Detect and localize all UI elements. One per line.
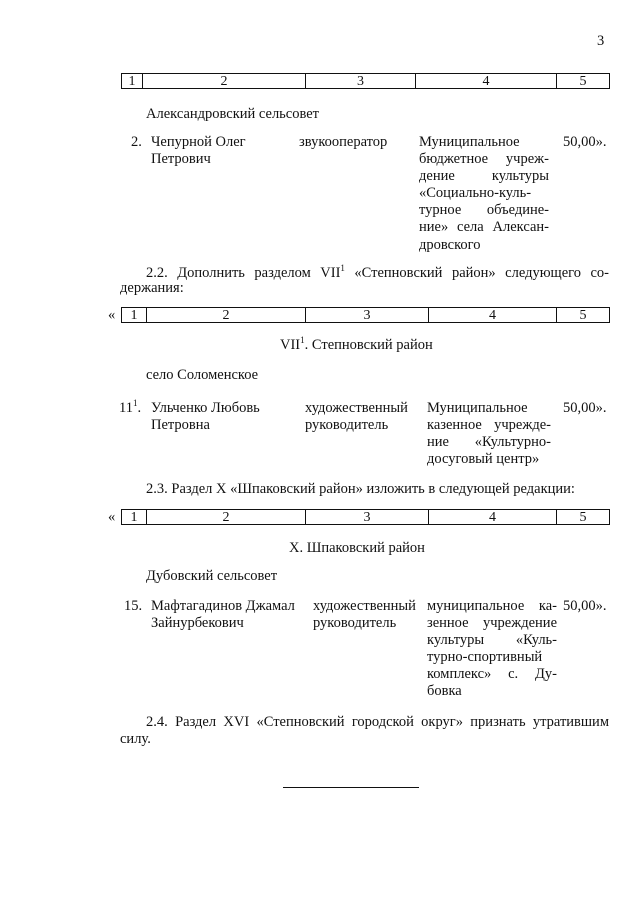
column-number-4: 4 (415, 74, 556, 88)
heading-text: . Степновский район (304, 337, 433, 353)
org-line: Муниципальное (419, 134, 520, 150)
org-line: ние» села Алексан- (419, 219, 549, 236)
column-number-1: 1 (130, 308, 138, 323)
superscript: 1 (132, 398, 138, 408)
entry-number-text: 11 (119, 400, 133, 416)
name-line: Ульченко Любовь (151, 400, 260, 416)
heading-text: VII (280, 337, 301, 353)
column-number-5: 5 (556, 74, 609, 88)
name-line: Мафтагадинов Джамал (151, 598, 295, 614)
superscript: 1 (340, 263, 345, 273)
section-heading (280, 337, 433, 354)
paragraph-text: «Степновский район» следующего со- (344, 265, 609, 281)
entry-name (151, 598, 295, 632)
org-line: муниципальное ка- (427, 598, 557, 614)
paragraph-2-2-line1 (146, 265, 609, 282)
entry-number: 2. (131, 134, 142, 150)
settlement-title: село Соломенское (146, 367, 259, 383)
column-number-3: 3 (305, 510, 428, 524)
column-number-5: 5 (556, 308, 609, 322)
org-line: дровского (419, 236, 481, 253)
position-line: художественный (313, 598, 416, 614)
entry-number (119, 400, 141, 417)
paragraph-2-2-line2: держания: (120, 280, 184, 296)
entry-amount: 50,00». (563, 598, 607, 614)
entry-position (305, 400, 408, 434)
column-number-2: 2 (146, 510, 305, 524)
entry-position (313, 598, 416, 632)
column-number-3: 3 (305, 308, 428, 322)
column-numbers-table (121, 509, 610, 525)
paragraph-2-3: 2.3. Раздел X «Шпаковский район» изложить в следующей редакции: (146, 481, 575, 497)
org-line: турное объедине- (419, 202, 549, 219)
org-line: турно-спортивный (427, 649, 543, 666)
entry-organization (427, 400, 551, 468)
paragraph-2-4-line2: силу. (120, 731, 151, 747)
entry-organization (419, 134, 549, 254)
entry-name (151, 400, 260, 434)
position-line: руководитель (313, 615, 397, 631)
org-line: ние «Культурно- (427, 434, 551, 451)
entry-number: 15. (124, 598, 143, 614)
column-number-3: 3 (305, 74, 415, 88)
org-line: бюджетное учреж- (419, 151, 549, 168)
page-number: 3 (597, 33, 605, 49)
paragraph-2-4 (146, 714, 609, 731)
org-line: досуговый центр» (427, 451, 540, 468)
column-number-1: 1 (128, 74, 136, 89)
section-heading: X. Шпаковский район (289, 540, 425, 556)
entry-position: звукооператор (299, 134, 388, 150)
column-number-1: 1 (130, 510, 138, 525)
entry-amount: 50,00». (563, 400, 607, 416)
entry-name (151, 134, 246, 168)
column-number-4: 4 (428, 308, 556, 322)
settlement-title: Дубовский сельсовет (146, 568, 278, 584)
column-numbers-table (121, 73, 610, 89)
column-number-4: 4 (428, 510, 556, 524)
position-line: художественный (305, 400, 408, 416)
column-number-5: 5 (556, 510, 609, 524)
org-line: зенное учреждение (427, 615, 557, 632)
column-number-2: 2 (146, 308, 305, 322)
org-line: культуры «Куль- (427, 632, 557, 649)
org-line: дение культуры (419, 168, 549, 185)
paragraph-2-4-line1: 2.4. Раздел XVI «Степновский городской округ» признать утратившим (146, 714, 609, 730)
entry-organization (427, 598, 557, 701)
closing-rule (283, 787, 419, 788)
column-numbers-table (121, 307, 610, 323)
settlement-title: Александровский сельсовет (146, 106, 320, 122)
org-line: казенное учрежде- (427, 417, 551, 434)
entry-number-text: . (137, 400, 142, 416)
name-line: Петровна (151, 417, 210, 433)
org-line: «Социально-куль- (419, 185, 532, 202)
org-line: Муниципальное (427, 400, 528, 416)
opening-quote: « (108, 307, 116, 323)
name-line: Чепурной Олег (151, 134, 246, 150)
opening-quote: « (108, 509, 116, 525)
column-number-2: 2 (142, 74, 305, 88)
entry-amount: 50,00». (563, 134, 607, 150)
paragraph-2-2 (146, 265, 609, 282)
superscript: 1 (300, 335, 305, 345)
name-line: Зайнурбекович (151, 615, 244, 631)
org-line: бовка (427, 683, 462, 700)
org-line: комплекс» с. Ду- (427, 666, 557, 683)
paragraph-text: 2.2. Дополнить разделом VII (146, 265, 341, 281)
position-line: руководитель (305, 417, 389, 433)
name-line: Петрович (151, 151, 211, 167)
